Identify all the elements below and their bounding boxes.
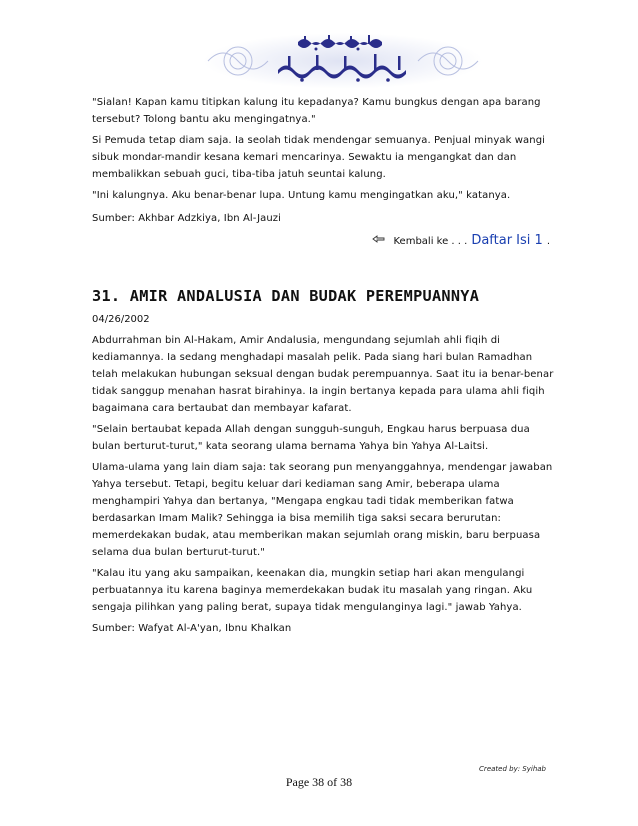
footer-credit: Created by: Syihab bbox=[479, 765, 546, 773]
page-content bbox=[92, 94, 554, 641]
story-paragraph: "Ini kalungnya. Aku benar-benar lupa. Untung kamu mengingatkan aku," katanya. bbox=[92, 190, 511, 201]
calligraphy-banner-logo bbox=[198, 30, 488, 92]
article-paragraph: "Selain bertaubat kepada Allah dengan sungguh-sunguh, Engkau harus berpuasa dua bulan berturut-turut," kata seorang ulama bernama Yahya bin Yahya Al-Laitsi. bbox=[92, 424, 530, 452]
article-date: 04/26/2002 bbox=[92, 314, 150, 325]
back-to-toc-row bbox=[92, 233, 554, 255]
source-line: Sumber: Akhbar Adzkiya, Ibn Al-Jauzi bbox=[92, 213, 282, 224]
page-number: Page 38 of 38 bbox=[285, 775, 353, 789]
article-paragraph: Abdurrahman bin Al-Hakam, Amir Andalusia, mengundang sejumlah ahli fiqih di kediamannya. Ia sedang menghadapi masalah pelik. Pada siang hari bulan Ramadhan telah melakukan hubungan seksual dengan budak perempuannya. Saat itu ia benar-benar tidak sanggup menahan hasrat birahinya. Ia ingin bertanya kepada para ulama ahli fiqih bagaimana cara bertaubat dan membayar kafarat. bbox=[92, 335, 554, 414]
story-paragraph: "Sialan! Kapan kamu titipkan kalung itu kepadanya? Kamu bungkus dengan apa barang tersebut? Tolong bantu aku mengingatnya." bbox=[92, 97, 541, 125]
source-line: Sumber: Wafyat Al-A'yan, Ibnu Khalkan bbox=[92, 623, 292, 634]
article-title: 31. AMIR ANDALUSIA DAN BUDAK PEREMPUANNYA bbox=[92, 287, 480, 305]
story-paragraph: Si Pemuda tetap diam saja. Ia seolah tidak mendengar semuanya. Penjual minyak wangi sibuk mondar-mandir kesana kemari mencarinya. Sewaktu ia mengangkat dan dan membalikkan sebuah guci, tiba-tiba jatuh seuntai kalung. bbox=[92, 135, 546, 180]
pointing-hand-icon bbox=[372, 234, 386, 244]
back-link-suffix: . bbox=[546, 236, 550, 247]
article-paragraph: Ulama-ulama yang lain diam saja: tak seorang pun menyanggahnya, mendengar jawaban Yahya tersebut. Tetapi, begitu keluar dari kediaman sang Amir, beberapa ulama menghampiri Yahya dan bertanya, "Mengapa engkau tadi tidak memberikan fatwa berdasarkan Imam Malik? Sehingga ia bisa memilih tiga saksi secara berurutan: memerdekakan budak, atau memberikan makan sejumlah orang miskin, baru berpuasa selama dua bulan berturut-turut." bbox=[92, 462, 553, 558]
article-paragraph: "Kalau itu yang aku sampaikan, keenakan dia, mungkin setiap hari akan mengulangi perbuatannya itu karena baginya memerdekakan budak itu masalah yang ringan. Aku sengaja pilihkan yang paling berat, supaya tidak mengulanginya lagi." jawab Yahya. bbox=[92, 568, 533, 613]
back-link-prefix: Kembali ke . . . bbox=[393, 236, 468, 247]
toc-link[interactable]: Daftar Isi 1 bbox=[471, 233, 543, 248]
back-to-toc-group bbox=[372, 233, 550, 248]
